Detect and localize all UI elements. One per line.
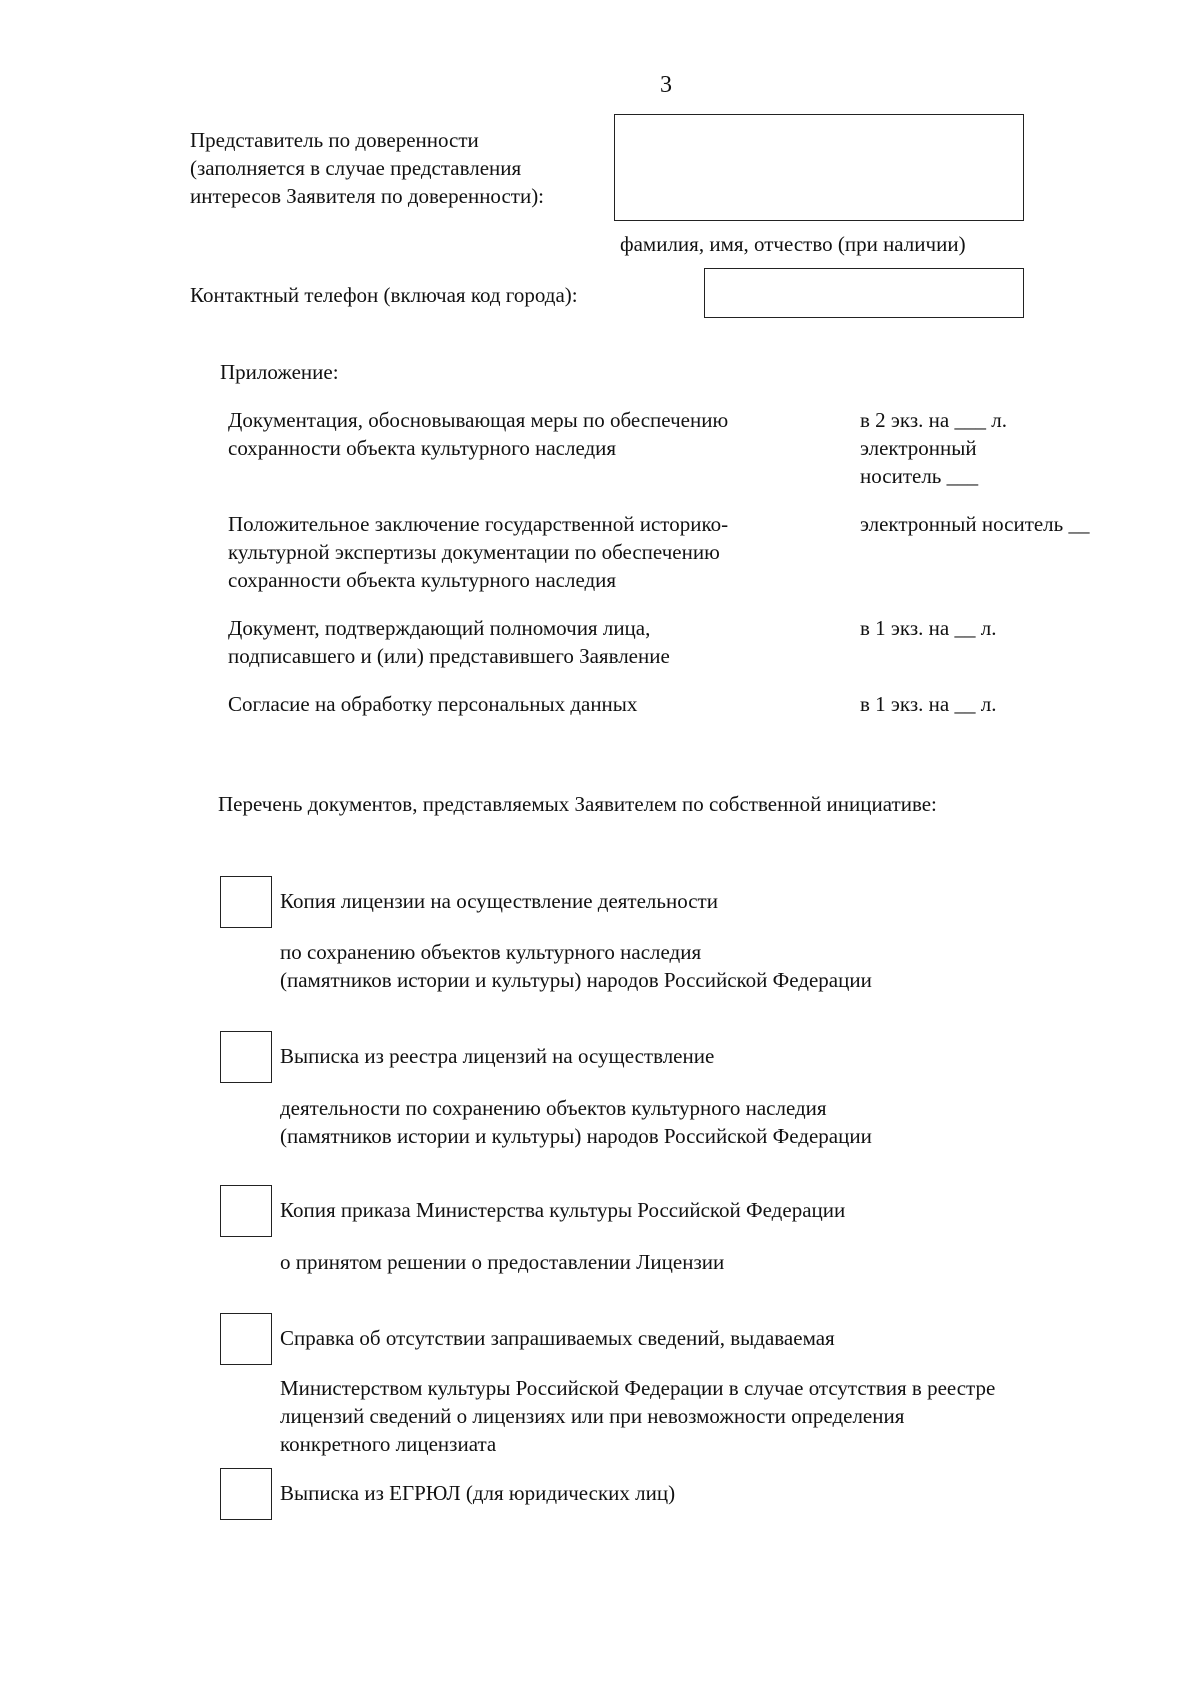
optional-doc-detail: деятельности по сохранению объектов культурного наследия (памятников истории и культуры) народов Российской Федерации xyxy=(280,1096,872,1148)
optional-doc-title: Справка об отсутствии запрашиваемых сведений, выдаваемая xyxy=(280,1326,835,1350)
optional-doc-checkbox[interactable] xyxy=(220,1031,272,1083)
attachment-item-copies: электронный носитель __ xyxy=(860,512,1090,536)
optional-doc-checkbox[interactable] xyxy=(220,876,272,928)
attachments-heading: Приложение: xyxy=(220,360,339,384)
phone-field[interactable] xyxy=(704,268,1024,318)
representative-name-caption: фамилия, имя, отчество (при наличии) xyxy=(620,232,966,256)
attachment-item-text: Документация, обосновывающая меры по обеспечению сохранности объекта культурного наследия xyxy=(228,408,729,460)
optional-doc-title: Копия приказа Министерства культуры Российской Федерации xyxy=(280,1198,846,1222)
optional-doc-detail: Министерством культуры Российской Федерации в случае отсутствия в реестре лицензий сведений о лицензиях или при невозможности определения конкретного лицензиата xyxy=(280,1376,996,1456)
attachment-item-text: Положительное заключение государственной историко- культурной экспертизы документации по обеспечению сохранности объекта культурного наследия xyxy=(228,512,729,592)
attachment-item-text: Документ, подтверждающий полномочия лица, подписавшего и (или) представившего Заявление xyxy=(228,616,670,668)
attachment-item-copies: в 1 экз. на __ л. xyxy=(860,692,997,716)
attachment-item-text: Согласие на обработку персональных данных xyxy=(228,692,638,716)
attachment-item-copies: в 2 экз. на ___ л. электронный носитель ___ xyxy=(860,408,1007,488)
optional-doc-title: Выписка из ЕГРЮЛ (для юридических лиц) xyxy=(280,1481,676,1505)
optional-doc-checkbox[interactable] xyxy=(220,1468,272,1520)
optional-doc-detail: по сохранению объектов культурного наследия (памятников истории и культуры) народов Российской Федерации xyxy=(280,940,872,992)
optional-doc-checkbox[interactable] xyxy=(220,1313,272,1365)
page-number: 3 xyxy=(660,72,672,98)
optional-doc-checkbox[interactable] xyxy=(220,1185,272,1237)
optional-docs-heading: Перечень документов, представляемых Заявителем по собственной инициативе: xyxy=(218,792,937,816)
optional-doc-detail: о принятом решении о предоставлении Лицензии xyxy=(280,1250,725,1274)
optional-doc-title: Выписка из реестра лицензий на осуществление xyxy=(280,1044,715,1068)
phone-label: Контактный телефон (включая код города): xyxy=(190,283,578,307)
optional-doc-title: Копия лицензии на осуществление деятельности xyxy=(280,889,718,913)
representative-label: Представитель по доверенности (заполняется в случае представления интересов Заявителя по доверенности): xyxy=(190,128,545,208)
attachment-item-copies: в 1 экз. на __ л. xyxy=(860,616,997,640)
representative-name-field[interactable] xyxy=(614,114,1024,221)
